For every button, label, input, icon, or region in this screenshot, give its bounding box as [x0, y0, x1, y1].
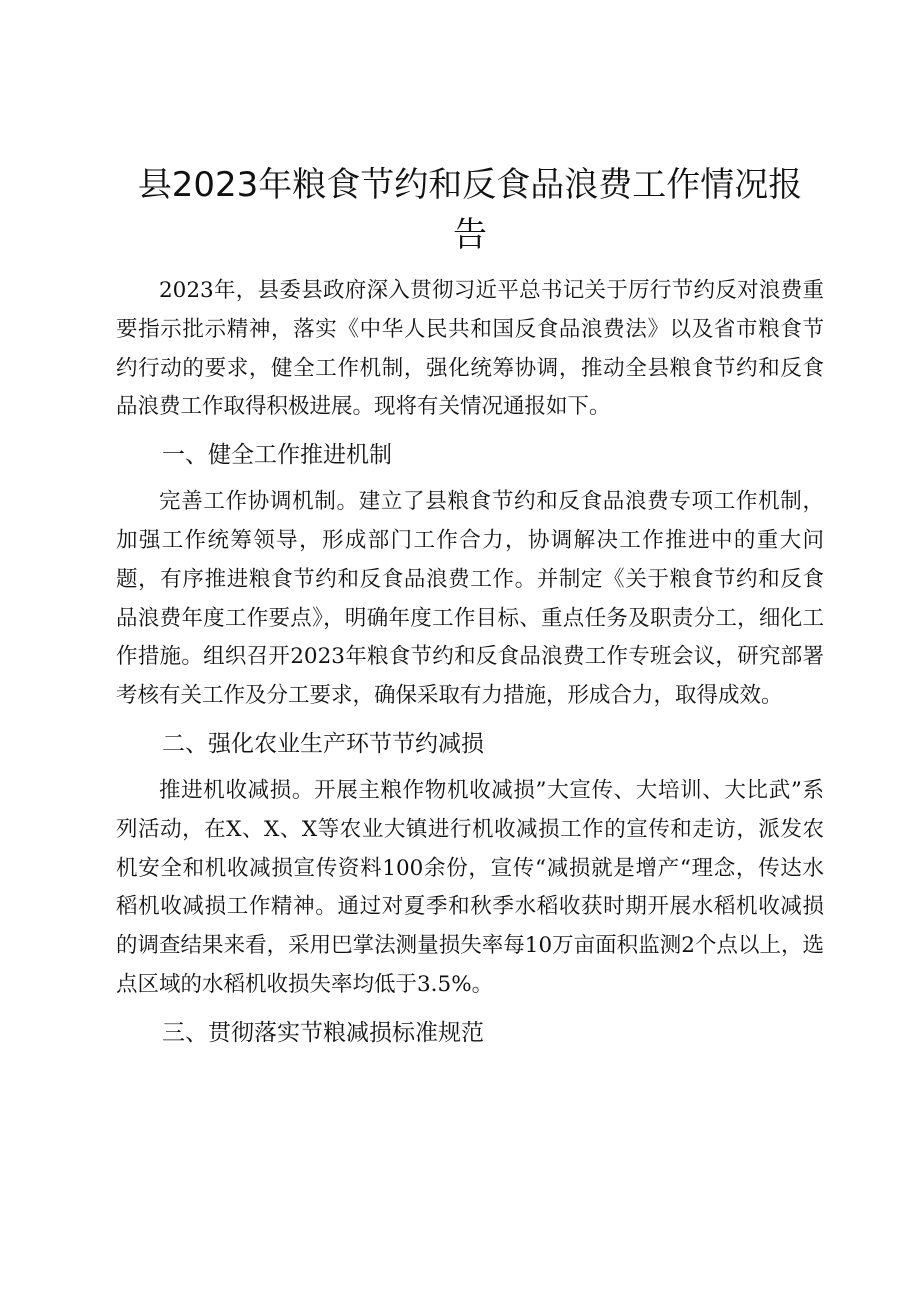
section-body-2: 推进机收减损。开展主粮作物机收减损”大宣传、大培训、大比武”系列活动，在X、X、X等农业大镇进行机收减损工作的宣传和走访，派发农机安全和机收减损宣传资料100余份，宣传“减损就是增产“理念，传达水稻机收减损工作精神。通过对夏季和秋季水稻收获时期开展水稻机收减损的调查结果来看，采用巴掌法测量损失率每10万亩面积监测2个点以上，选点区域的水稻机收损失率均低于3.5%。 — [116, 777, 824, 997]
section-heading-2: 二、强化农业生产环节节约减损 — [162, 730, 484, 757]
section-body-1: 完善工作协调机制。建立了县粮食节约和反食品浪费专项工作机制，加强工作统筹领导，形成部门工作合力，协调解决工作推进中的重大问题，有序推进粮食节约和反食品浪费工作。并制定《关于粮食节约和反食品浪费年度工作要点》，明确年度工作目标、重点任务及职责分工，细化工作措施。组织召开2023年粮食节约和反食品浪费工作专班会议，研究部署考核有关工作及分工要求，确保采取有力措施，形成合力，取得成效。 — [116, 489, 824, 709]
intro-paragraph: 2023年，县委县政府深入贯彻习近平总书记关于厉行节约反对浪费重要指示批示精神，落实《中华人民共和国反食品浪费法》以及省市粮食节约行动的要求，健全工作机制，强化统筹协调，推动全县粮食节约和反食品浪费工作取得积极进展。现将有关情况通报如下。 — [116, 278, 824, 420]
document-title: 县2023年粮食节约和反食品浪费工作情况报告 — [137, 165, 803, 255]
section-heading-1: 一、健全工作推进机制 — [162, 442, 392, 469]
section-heading-3: 三、贯彻落实节粮减损标准规范 — [162, 1019, 484, 1046]
